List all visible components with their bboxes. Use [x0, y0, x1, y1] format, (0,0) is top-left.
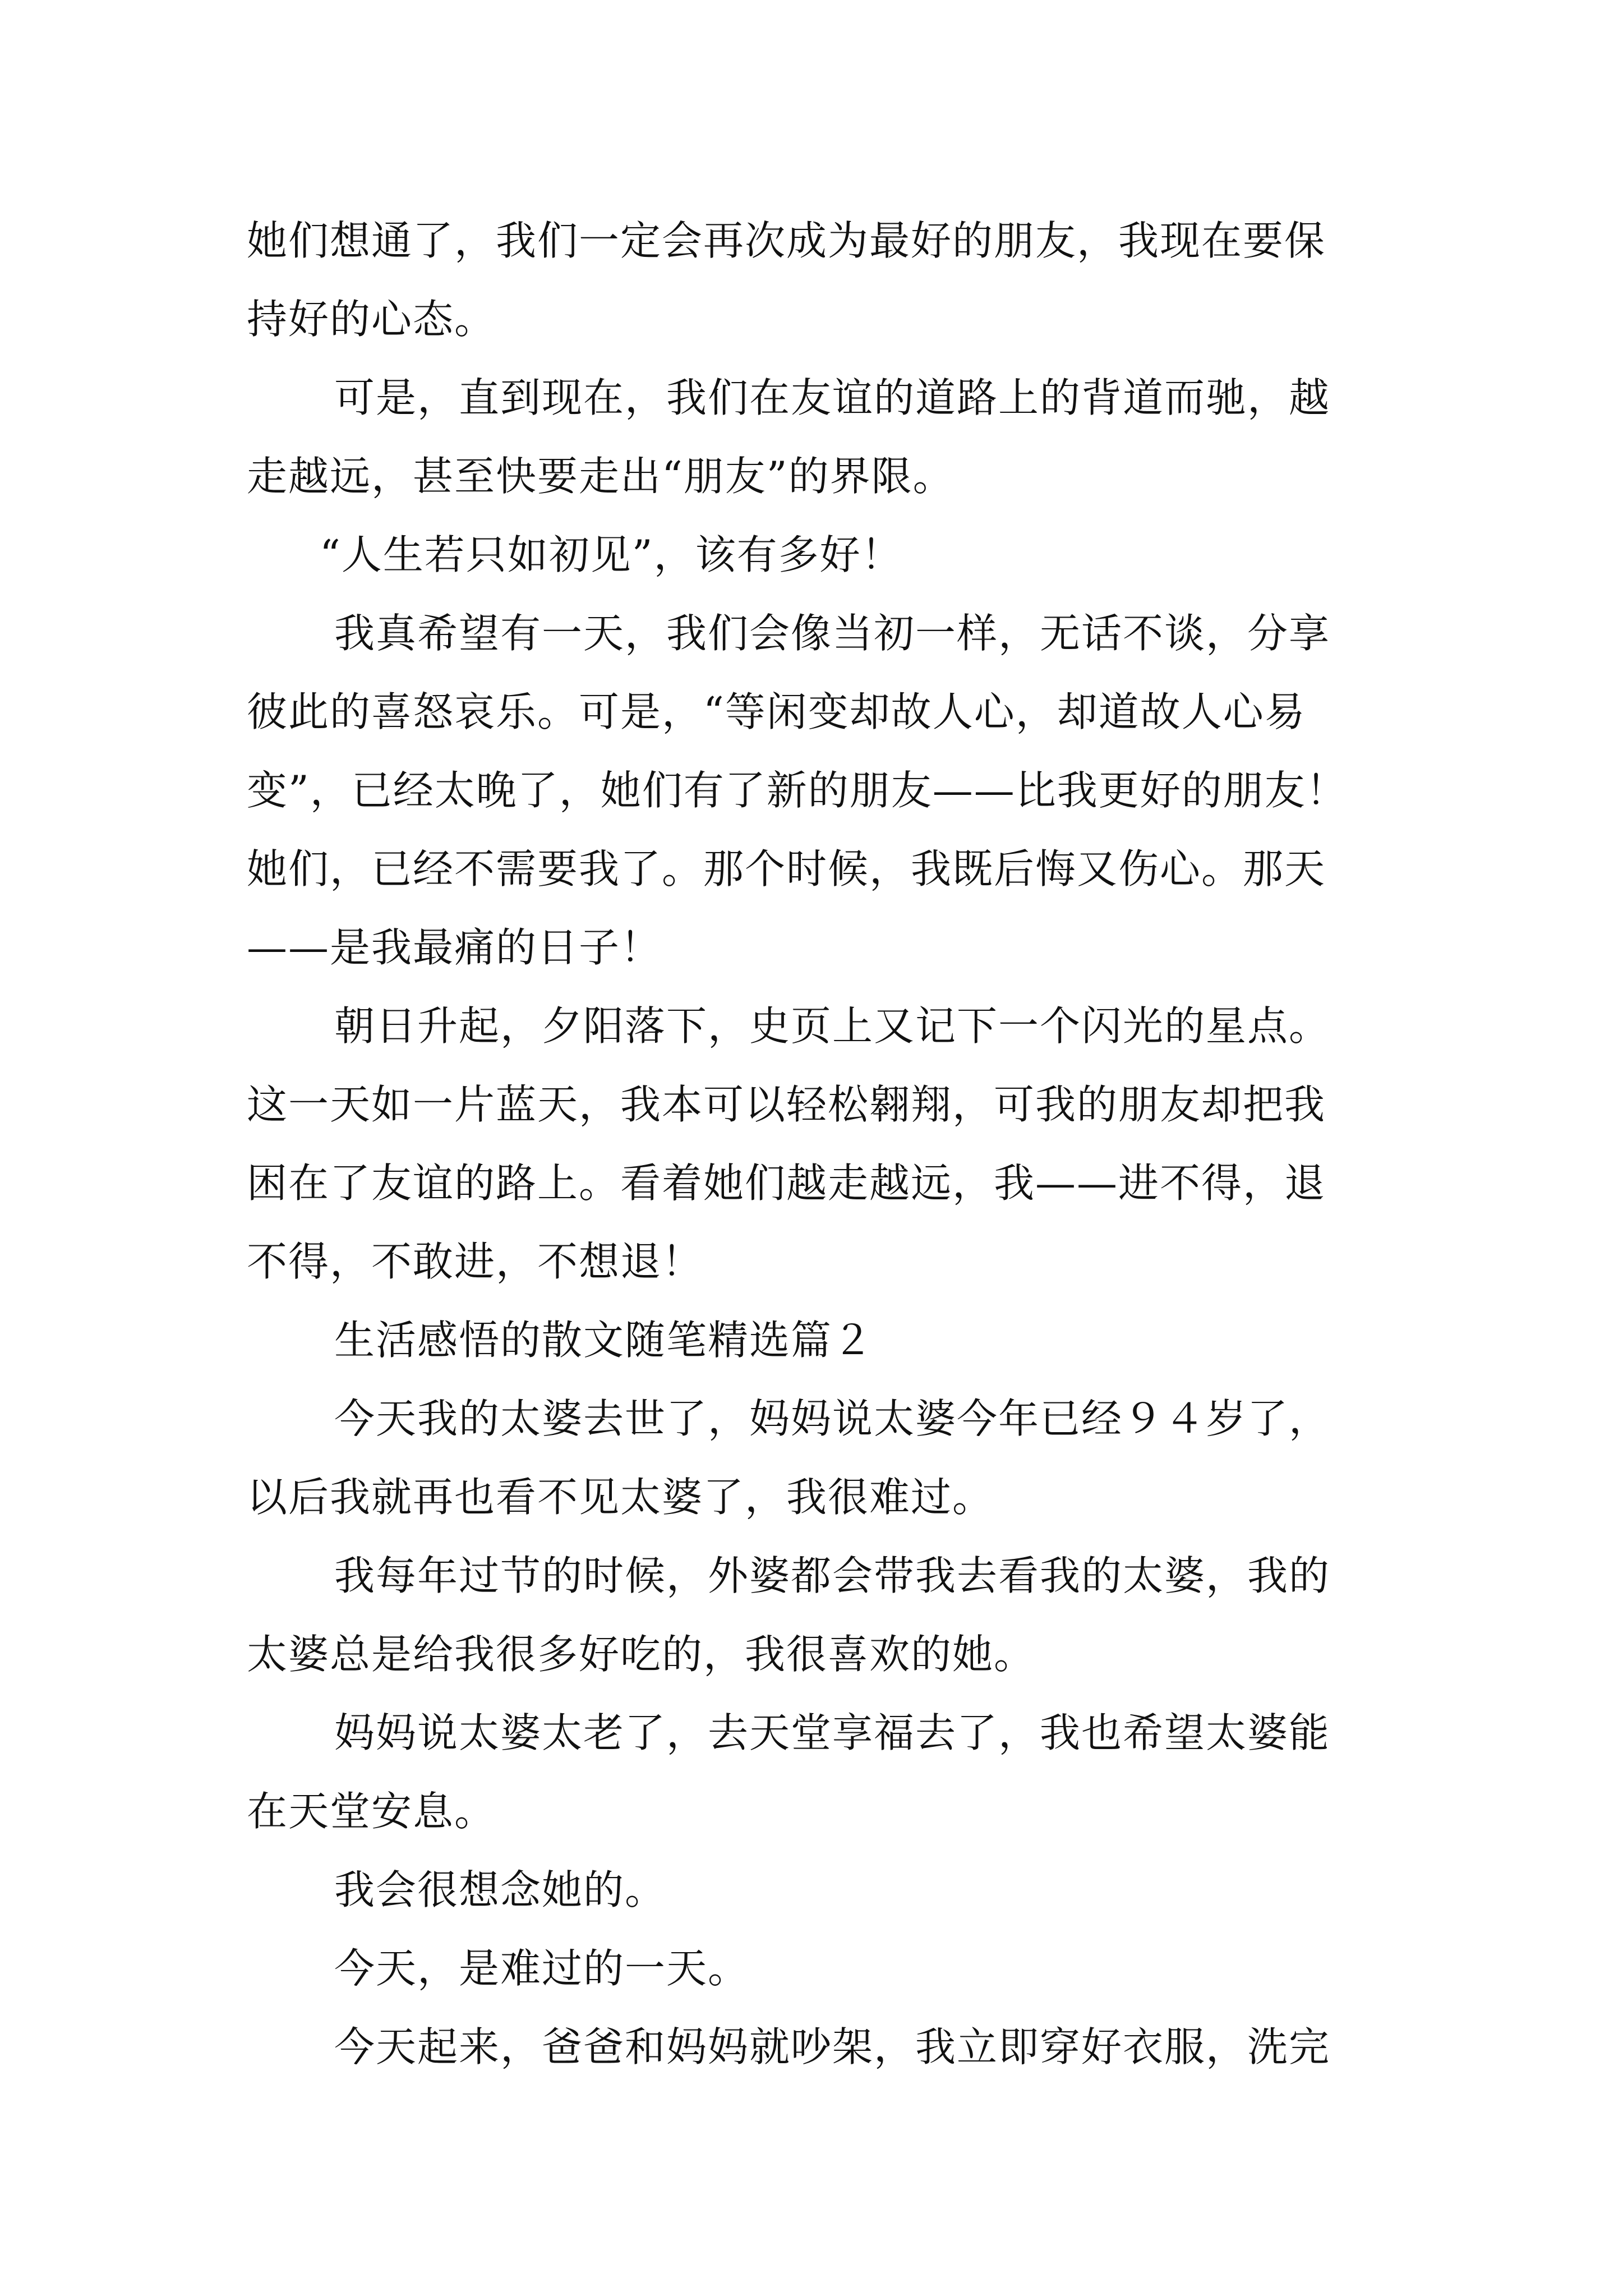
text-line: 不得，不敢进，不想退！ [247, 1238, 704, 1285]
text-line: ——是我最痛的日子！ [247, 924, 662, 971]
paragraph-start-line: 今天我的太婆去世了，妈妈说太婆今年已经９４岁了， [334, 1395, 1331, 1442]
text-line: 困在了友谊的路上。看着她们越走越远，我——进不得，退 [247, 1159, 1326, 1207]
paragraph-start-line: 朝日升起，夕阳落下，史页上又记下一个闪光的星点。 [334, 1002, 1331, 1050]
text-line: 在天堂安息。 [247, 1788, 496, 1835]
text-line: 这一天如一片蓝天，我本可以轻松翱翔，可我的朋友却把我 [247, 1081, 1326, 1128]
quote-line: “人生若只如初见”，该有多好！ [320, 531, 903, 578]
paragraph-start-line: 我真希望有一天，我们会像当初一样，无话不谈，分享 [334, 610, 1331, 657]
text-line: 她们，已经不需要我了。那个时候，我既后悔又伤心。那天 [247, 845, 1326, 892]
paragraph-start-line: 今天，是难过的一天。 [334, 1945, 750, 1992]
text-line: 以后我就再也看不见太婆了，我很难过。 [247, 1474, 994, 1521]
paragraph-start-line: 可是，直到现在，我们在友谊的道路上的背道而驰，越 [334, 374, 1331, 421]
text-line: 彼此的喜怒哀乐。可是，“等闲变却故人心，却道故人心易 [247, 688, 1306, 735]
text-line: 持好的心态。 [247, 296, 496, 343]
section-heading: 生活感悟的散文随笔精选篇２ [334, 1317, 874, 1364]
paragraph-start-line: 我会很想念她的。 [334, 1866, 667, 1913]
text-line: 她们想通了，我们一定会再次成为最好的朋友，我现在要保 [247, 217, 1326, 264]
paragraph-start-line: 我每年过节的时候，外婆都会带我去看我的太婆，我的 [334, 1552, 1331, 1599]
text-line: 变”，已经太晚了，她们有了新的朋友——比我更好的朋友！ [247, 767, 1348, 814]
text-line: 太婆总是给我很多好吃的，我很喜欢的她。 [247, 1631, 1036, 1678]
text-line: 走越远，甚至快要走出“朋友”的界限。 [247, 453, 955, 500]
paragraph-start-line: 今天起来，爸爸和妈妈就吵架，我立即穿好衣服，洗完 [334, 2023, 1331, 2070]
paragraph-start-line: 妈妈说太婆太老了，去天堂享福去了，我也希望太婆能 [334, 1709, 1331, 1756]
